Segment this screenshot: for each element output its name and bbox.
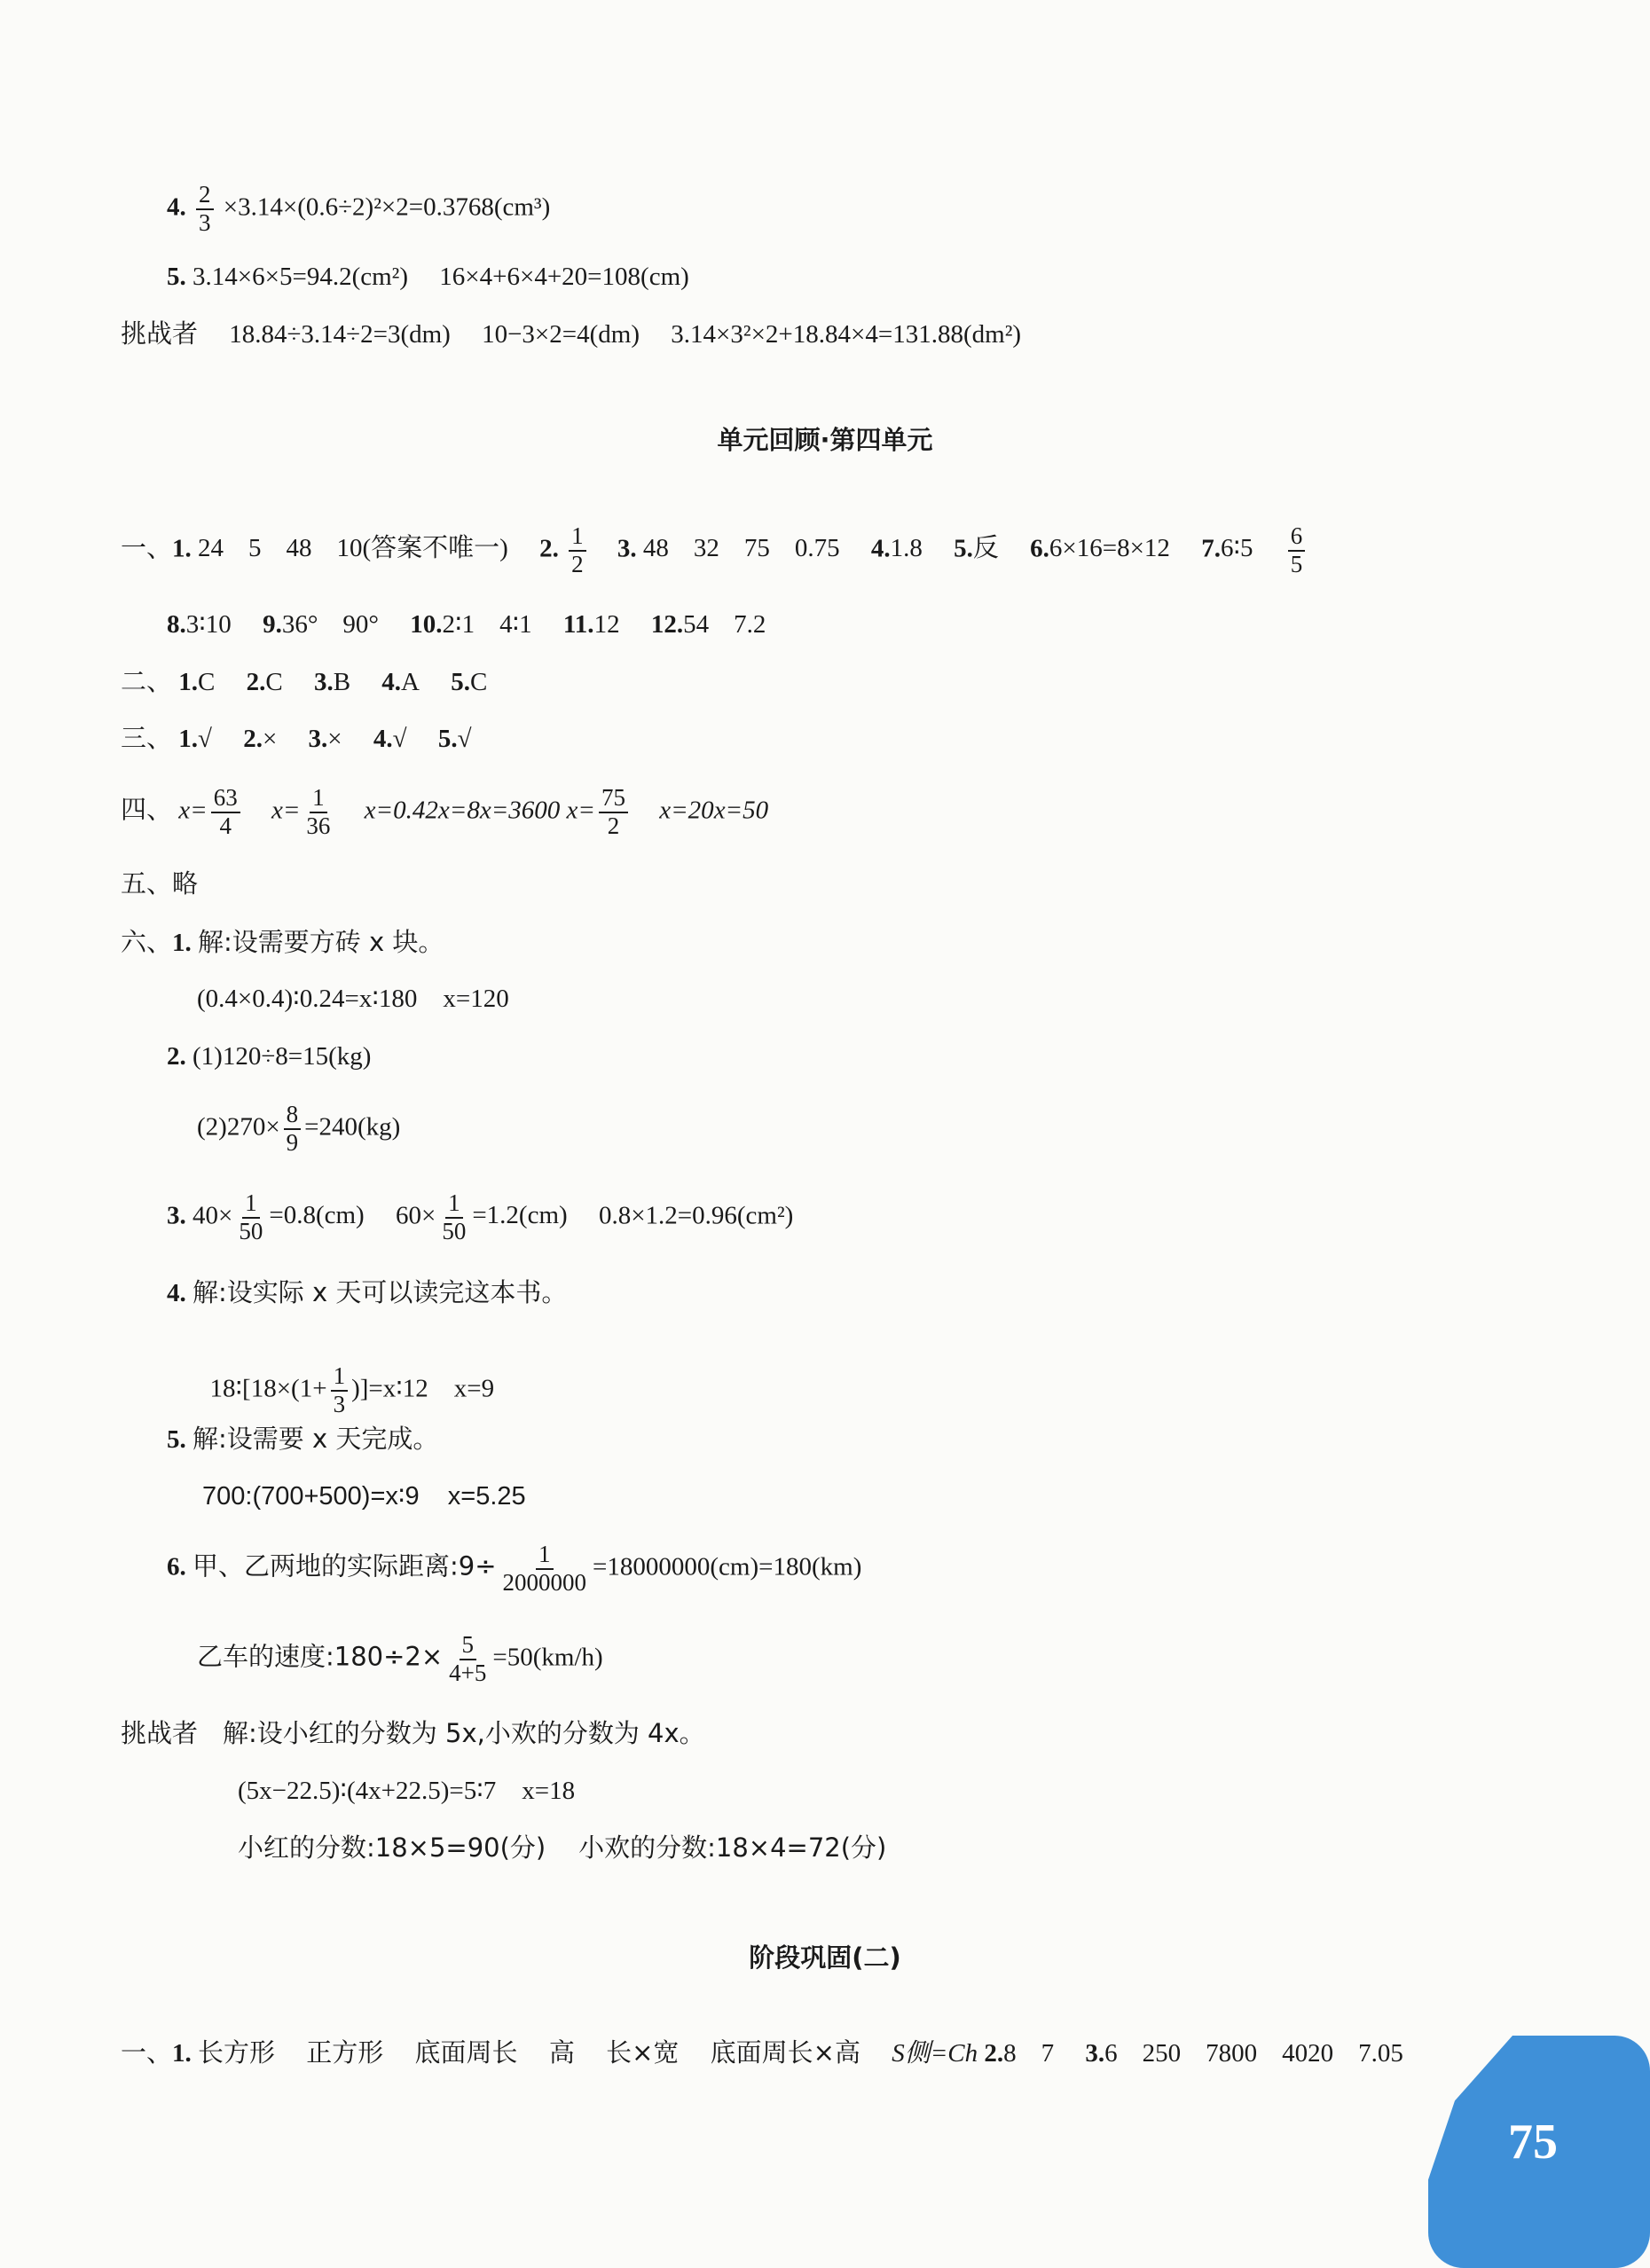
section-5: 五、略 (121, 868, 199, 899)
challenge-line-2: 挑战者 解:设小红的分数为 5x,小欢的分数为 4x。 (121, 1718, 705, 1748)
section-6-problem-6b: 乙车的速度:180÷2× $\frac{5}{4+5}$ =50(km/h) (197, 1631, 603, 1686)
section-6-problem-2a: 2. (1)120÷8=15(kg) (167, 1042, 372, 1071)
section-6-problem-5: 5. 解:设需要 x 天完成。 (167, 1424, 439, 1454)
page-number: 75 (1508, 2115, 1558, 2170)
section-1-row-1: 一、1. 24 5 48 10(答案不唯一) 2. $\frac{1}{2}$ 3. 48 32 75 0.75 4.1.8 5.反 6.6×16=8×12 7.6∶5 $\frac{6}{5}$ (121, 523, 1308, 577)
section-1-row-2: 8.3∶10 9.36° 90° 10.2∶1 4∶1 11.12 12.54 7.2 (167, 610, 766, 639)
fraction: $\frac{63}{4}$ (211, 785, 240, 839)
challenge-2-eq: (5x−22.5)∶(4x+22.5)=5∶7 x=18 (238, 1777, 576, 1805)
section-6-problem-1: 六、1. 解:设需要方砖 x 块。 (121, 927, 444, 957)
section-3: 三、 1.√ 2.× 3.× 4.√ 5.√ (121, 723, 472, 753)
challenge-line-1: 挑战者 18.84÷3.14÷2=3(dm) 10−3×2=4(dm) 3.14×3²×2+18.84×4=131.88(dm²) (121, 318, 1022, 349)
section-6-problem-3: 3. 40× $\frac{1}{50}$ =0.8(cm) 60× $\frac{1}{50}$ =1.2(cm) 0.8×1.2=0.96(cm²) (167, 1189, 794, 1244)
fraction: $\frac{2}{3}$ (196, 182, 214, 236)
section-6-problem-4: 4. 解:设实际 x 天可以读完这本书。 (167, 1277, 568, 1307)
section-2: 二、 1.C 2.C 3.B 4.A 5.C (121, 666, 488, 696)
section-6-problem-4-eq: 18∶[18×(1+ $\frac{1}{3}$ )]=x∶12 x=9 (209, 1362, 495, 1417)
fraction: $\frac{5}{4+5}$ (449, 1631, 487, 1686)
section-4: 四、 x= $\frac{63}{4}$ x= $\frac{1}{36}$ x=0.42x=8x=3600 x= $\frac{75}{2}$ x=20x=50 (121, 784, 769, 839)
fraction: $\frac{1}{50}$ (442, 1189, 467, 1244)
fraction: $\frac{1}{50}$ (239, 1189, 263, 1244)
answer-line-5: 5. 3.14×6×5=94.2(cm²) 16×4+6×4+20=108(cm) (167, 263, 689, 291)
section-6-problem-6a: 6. 甲、乙两地的实际距离:9÷ $\frac{1}{2000000}$ =18000000(cm)=180(km) (167, 1541, 862, 1596)
fraction: $\frac{8}{9}$ (284, 1102, 302, 1156)
section-6-problem-1-eq: (0.4×0.4)∶0.24=x∶180 x=120 (197, 985, 509, 1013)
section-6-problem-2b: (2)270× $\frac{8}{9}$ =240(kg) (197, 1101, 401, 1156)
fraction: $\frac{1}{3}$ (331, 1363, 349, 1417)
section-heading-unit4: 单元回顾·第四单元 (717, 425, 933, 455)
section-6-problem-5-eq: 700:(700+500)=x∶9 x=5.25 (202, 1482, 526, 1511)
fraction: $\frac{1}{2000000}$ (502, 1541, 587, 1596)
fraction: $\frac{6}{5}$ (1288, 523, 1306, 577)
fraction: $\frac{1}{36}$ (306, 784, 331, 839)
fraction: $\frac{75}{2}$ (599, 785, 628, 839)
section-heading-stage2: 阶段巩固(二) (749, 1942, 901, 1973)
challenge-2-result: 小红的分数:18×5=90(分) 小欢的分数:18×4=72(分) (238, 1832, 887, 1863)
fraction: $\frac{1}{2}$ (569, 523, 586, 577)
answer-line-4: 4. $\frac{2}{3}$ ×3.14×(0.6÷2)²×2=0.3768(cm³) (167, 181, 551, 236)
stage-2-section-1: 一、1. 长方形 正方形 底面周长 高 长×宽 底面周长×高 S侧=Ch 2.8 7 3.6 250 7800 4020 7.05 (121, 2037, 1403, 2068)
